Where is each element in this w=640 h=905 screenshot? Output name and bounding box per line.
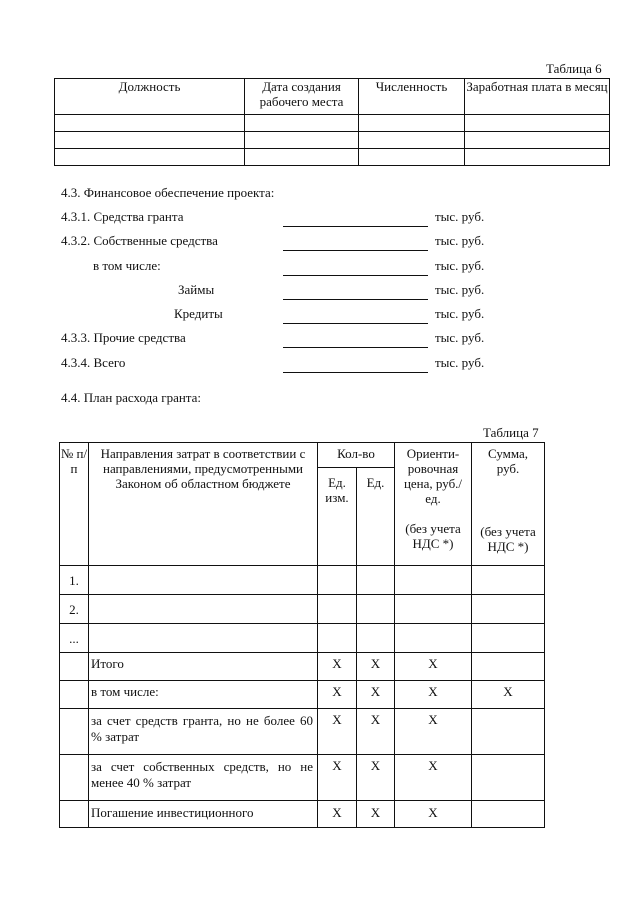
financing-label-credits: Кредиты xyxy=(174,306,223,321)
x-mark: X xyxy=(395,709,472,755)
x-mark: X xyxy=(357,653,395,681)
row-label-investment: Погашение инвестиционного xyxy=(89,801,318,828)
table-cell[interactable] xyxy=(472,709,545,755)
table7-header-num: № п/п xyxy=(60,443,89,566)
financing-heading: 4.3. Финансовое обеспечение проекта: xyxy=(61,185,275,200)
financing-unit: тыс. руб. xyxy=(435,258,485,273)
table-row xyxy=(55,115,610,132)
financing-input-total[interactable] xyxy=(283,372,428,373)
table6-header-position: Должность xyxy=(55,79,245,115)
table6-header-date: Дата создания рабочего места xyxy=(245,79,359,115)
table-cell xyxy=(60,709,89,755)
financing-input-loans[interactable] xyxy=(283,299,428,300)
x-mark: X xyxy=(318,653,357,681)
x-mark: X xyxy=(318,755,357,801)
table-cell[interactable] xyxy=(357,595,395,624)
table-row xyxy=(60,709,545,755)
table-cell[interactable] xyxy=(245,115,359,132)
financing-label-loans: Займы xyxy=(178,282,215,297)
row-num: ... xyxy=(60,624,89,653)
table-cell[interactable] xyxy=(465,132,610,149)
financing-unit: тыс. руб. xyxy=(435,282,485,297)
table7-header-count: Ед. xyxy=(357,468,395,566)
x-mark: X xyxy=(357,709,395,755)
table-cell[interactable] xyxy=(472,755,545,801)
table-cell xyxy=(60,755,89,801)
table-cell[interactable] xyxy=(359,149,465,166)
table-cell[interactable] xyxy=(357,624,395,653)
x-mark: X xyxy=(318,709,357,755)
table-cell[interactable] xyxy=(359,115,465,132)
table6-header-count: Численность xyxy=(359,79,465,115)
table6 xyxy=(54,78,610,166)
x-mark: X xyxy=(318,681,357,709)
row-label-including: в том числе: xyxy=(89,681,318,709)
table-cell[interactable] xyxy=(395,595,472,624)
table7-header-price-note: (без учета НДС *) xyxy=(405,521,461,551)
table6-caption: Таблица 6 xyxy=(546,61,602,76)
financing-input-other[interactable] xyxy=(283,347,428,348)
row-label-own-share: за счет собственных средств, но не менее 40 % затрат xyxy=(89,755,318,801)
financing-label-other: 4.3.3. Прочие средства xyxy=(61,330,186,345)
financing-input-credits[interactable] xyxy=(283,323,428,324)
table7-header-sum-text: Сумма, руб. xyxy=(487,446,529,476)
x-mark: X xyxy=(318,801,357,828)
table-cell[interactable] xyxy=(55,115,245,132)
x-mark: X xyxy=(357,755,395,801)
table-row xyxy=(55,149,610,166)
table-cell xyxy=(60,681,89,709)
row-label-grant-share: за счет средств гранта, но не более 60 % затрат xyxy=(89,709,318,755)
table7-header-qty: Кол-во xyxy=(318,443,395,468)
financing-label-total: 4.3.4. Всего xyxy=(61,355,126,370)
table-cell[interactable] xyxy=(472,624,545,653)
financing-label-grant: 4.3.1. Средства гранта xyxy=(61,209,184,224)
x-mark: X xyxy=(395,681,472,709)
table-cell[interactable] xyxy=(318,566,357,595)
table-cell[interactable] xyxy=(357,566,395,595)
table-cell[interactable] xyxy=(89,595,318,624)
table-cell[interactable] xyxy=(472,801,545,828)
x-mark: X xyxy=(472,681,545,709)
table-cell[interactable] xyxy=(318,595,357,624)
financing-unit: тыс. руб. xyxy=(435,209,485,224)
table-cell[interactable] xyxy=(55,149,245,166)
financing-unit: тыс. руб. xyxy=(435,306,485,321)
row-label-total: Итого xyxy=(89,653,318,681)
table-cell[interactable] xyxy=(395,566,472,595)
table-cell[interactable] xyxy=(359,132,465,149)
financing-input-including[interactable] xyxy=(283,275,428,276)
table-row xyxy=(60,653,545,681)
table-cell[interactable] xyxy=(472,566,545,595)
financing-input-grant[interactable] xyxy=(283,226,428,227)
table-row xyxy=(60,801,545,828)
table-cell xyxy=(60,801,89,828)
x-mark: X xyxy=(395,653,472,681)
table7-header-sum-note: (без учета НДС *) xyxy=(480,524,536,554)
table-cell[interactable] xyxy=(89,624,318,653)
table-cell[interactable] xyxy=(318,624,357,653)
table7 xyxy=(59,442,545,828)
table6-header-salary: Заработная плата в месяц xyxy=(465,79,610,115)
financing-unit: тыс. руб. xyxy=(435,233,485,248)
table-cell[interactable] xyxy=(465,149,610,166)
row-num: 1. xyxy=(60,566,89,595)
x-mark: X xyxy=(395,755,472,801)
financing-unit: тыс. руб. xyxy=(435,330,485,345)
table-cell xyxy=(60,653,89,681)
financing-label-own: 4.3.2. Собственные средства xyxy=(61,233,218,248)
x-mark: X xyxy=(395,801,472,828)
table-cell[interactable] xyxy=(89,566,318,595)
table-row xyxy=(60,566,545,595)
table-row xyxy=(55,132,610,149)
table-row xyxy=(60,681,545,709)
table7-caption: Таблица 7 xyxy=(483,425,539,440)
row-num: 2. xyxy=(60,595,89,624)
table7-header-price xyxy=(395,443,472,566)
x-mark: X xyxy=(357,681,395,709)
table7-header-price-text: Ориенти-ровочная цена, руб./ед. xyxy=(403,446,463,506)
x-mark: X xyxy=(357,801,395,828)
table-cell[interactable] xyxy=(395,624,472,653)
table-cell[interactable] xyxy=(55,132,245,149)
financing-unit: тыс. руб. xyxy=(435,355,485,370)
table-cell[interactable] xyxy=(465,115,610,132)
financing-label-including: в том числе: xyxy=(93,258,161,273)
table-cell[interactable] xyxy=(472,595,545,624)
plan-heading: 4.4. План расхода гранта: xyxy=(61,390,202,405)
table-row xyxy=(60,755,545,801)
table-cell[interactable] xyxy=(245,132,359,149)
table-cell[interactable] xyxy=(245,149,359,166)
table-row xyxy=(60,624,545,653)
table7-header-unit: Ед. изм. xyxy=(318,468,357,566)
table7-header-direction: Направления затрат в соответствии с направлениями, предусмотренными Законом об областном бюджете xyxy=(89,443,318,566)
table-row xyxy=(60,595,545,624)
table-cell[interactable] xyxy=(472,653,545,681)
table7-header-sum xyxy=(472,443,545,566)
financing-input-own[interactable] xyxy=(283,250,428,251)
